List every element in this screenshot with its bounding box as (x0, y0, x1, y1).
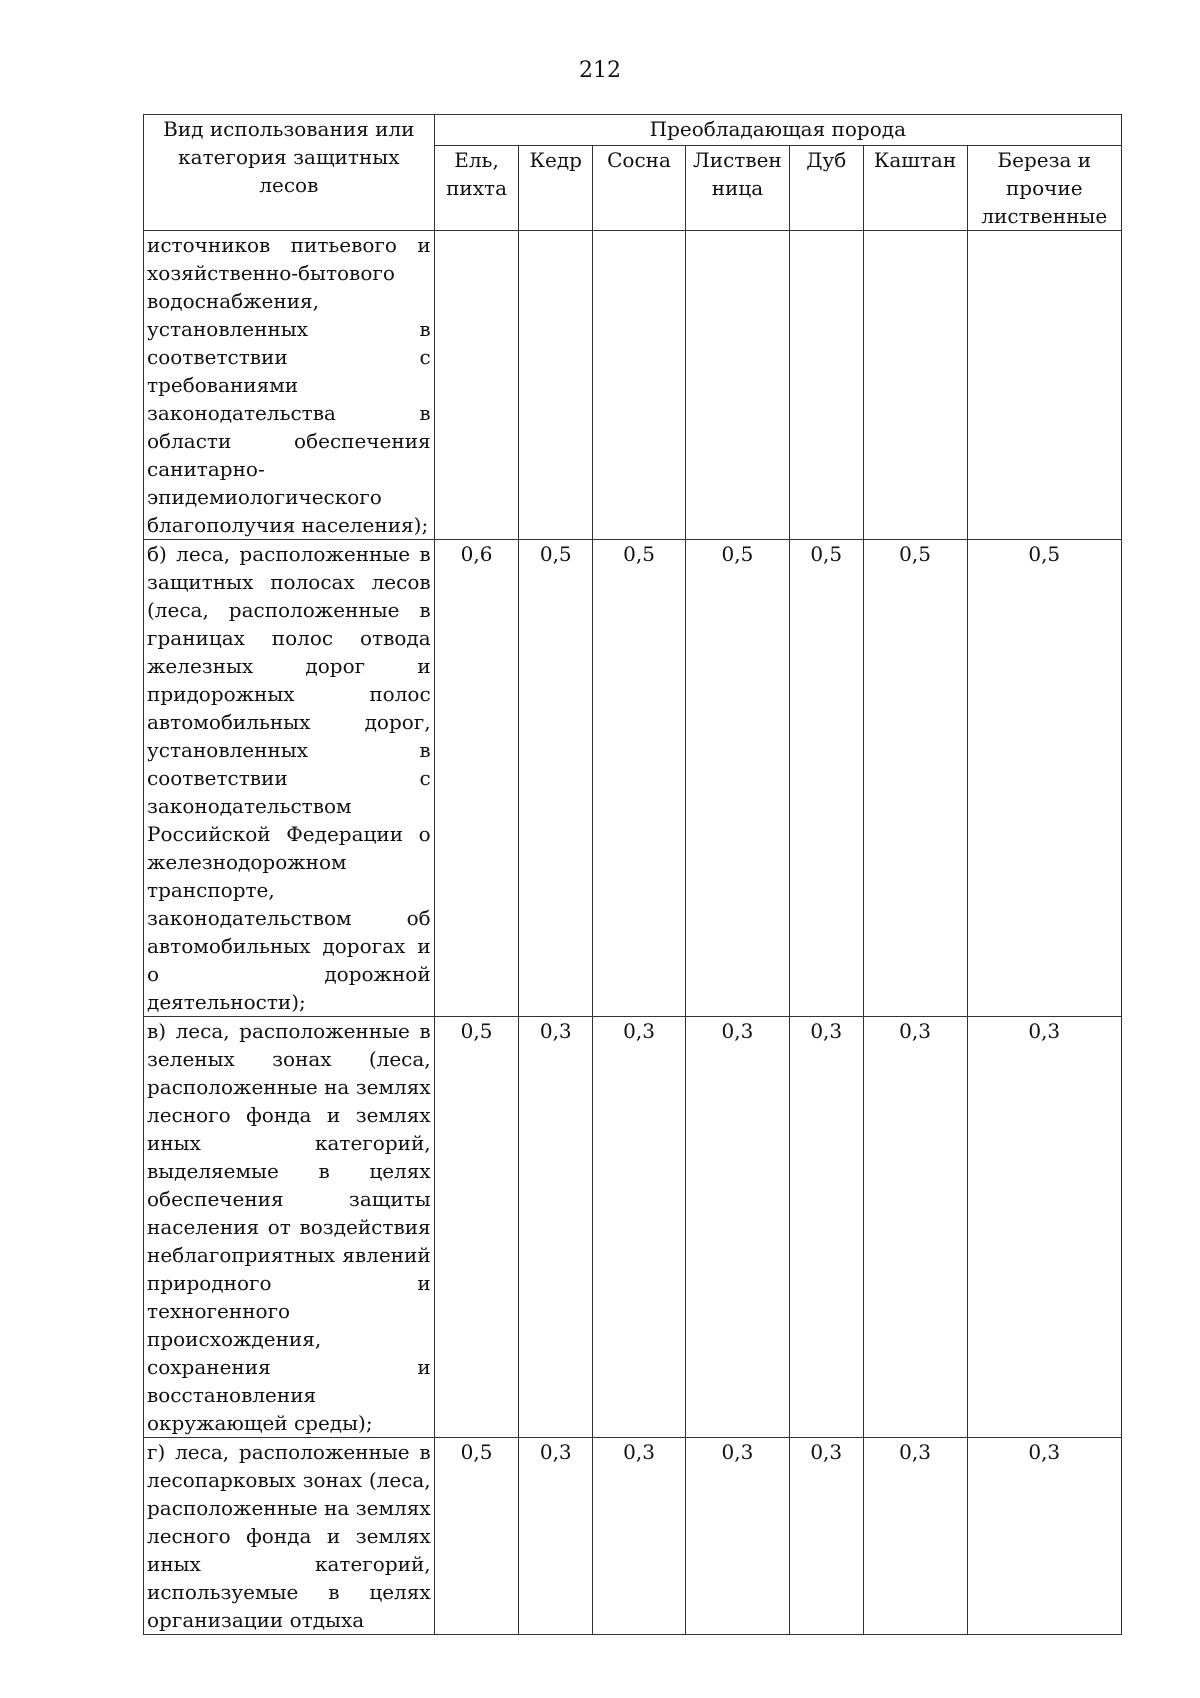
table-cell: 0,5 (685, 540, 789, 1017)
header-predominant-species: Преобладающая порода (434, 115, 1121, 146)
header-col-cedar: Кедр (519, 146, 593, 231)
table-row (144, 540, 1122, 1017)
row-label: источников питьевого и хозяйственно-бытового водоснабжения, установленных в соответствии с требованиями законодательства в области обеспечения санитарно-эпидемиологического благополучия населения); (144, 231, 435, 540)
header-col-spruce-fir: Ель, пихта (434, 146, 519, 231)
table-cell: 0,3 (593, 1017, 686, 1438)
table-cell: 0,3 (967, 1017, 1121, 1438)
table-cell: 0,5 (519, 540, 593, 1017)
table-cell: 0,5 (434, 1017, 519, 1438)
table-cell: 0,3 (519, 1017, 593, 1438)
table-cell: 0,5 (863, 540, 967, 1017)
table-cell (685, 231, 789, 540)
table-cell (434, 231, 519, 540)
table-cell: 0,3 (863, 1017, 967, 1438)
table-cell: 0,3 (789, 1438, 863, 1635)
table-cell: 0,3 (685, 1438, 789, 1635)
table-cell (863, 231, 967, 540)
table-cell: 0,3 (519, 1438, 593, 1635)
header-col-chestnut: Каштан (863, 146, 967, 231)
table-header (144, 115, 1122, 231)
table-cell: 0,5 (434, 1438, 519, 1635)
table-cell: 0,3 (789, 1017, 863, 1438)
row-label: б) леса, расположенные в защитных полосах лесов (леса, расположенные в границах полос отвода железных дорог и придорожных полос автомобильных дорог, установленных в соответствии с законодательством Российской Федерации о железнодорожном транспорте, законодательством об автомобильных дорогах и о дорожной деятельности); (144, 540, 435, 1017)
header-col-larch: Листвен ница (685, 146, 789, 231)
table-cell: 0,3 (685, 1017, 789, 1438)
table-cell: 0,3 (967, 1438, 1121, 1635)
header-col-oak: Дуб (789, 146, 863, 231)
header-col-pine: Сосна (593, 146, 686, 231)
table-cell (789, 231, 863, 540)
table-cell (519, 231, 593, 540)
table-cell: 0,5 (789, 540, 863, 1017)
table-row (144, 1017, 1122, 1438)
row-label: г) леса, расположенные в лесопарковых зонах (леса, расположенные на землях лесного фонда и землях иных категорий, используемые в целях организации отдыха (144, 1438, 435, 1635)
table-cell (967, 231, 1121, 540)
table-cell: 0,6 (434, 540, 519, 1017)
table-row (144, 1438, 1122, 1635)
table-cell: 0,5 (593, 540, 686, 1017)
table-cell (593, 231, 686, 540)
page-number: 212 (579, 58, 621, 83)
row-label: в) леса, расположенные в зеленых зонах (леса, расположенные на землях лесного фонда и землях иных категорий, выделяемые в целях обеспечения защиты населения от воздействия неблагоприятных явлений природного и техногенного происхождения, сохранения и восстановления окружающей среды); (144, 1017, 435, 1438)
header-usage-category: Вид использования или категория защитных лесов (144, 115, 435, 231)
table-cell: 0,5 (967, 540, 1121, 1017)
table-row (144, 231, 1122, 540)
table-cell: 0,3 (863, 1438, 967, 1635)
header-col-birch-other: Береза и прочие лиственные (967, 146, 1121, 231)
coefficients-table (143, 114, 1122, 1635)
table-cell: 0,3 (593, 1438, 686, 1635)
